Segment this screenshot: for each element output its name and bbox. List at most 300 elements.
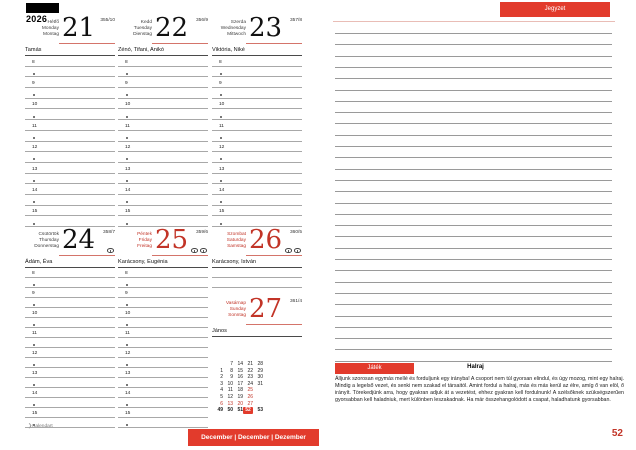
hour-label: 9 [125,291,128,296]
hour-line [212,142,302,153]
hour-label: 8 [219,59,222,65]
note-line [335,78,612,79]
day-icons [107,248,114,253]
weekday-names [212,20,246,38]
hour-label: 9 [32,81,35,87]
left-page [18,0,320,450]
hour-label: 11 [32,123,37,129]
hour-label: 11 [125,331,130,336]
weekday-en: Wednesday [220,25,246,31]
half-hour-mark [126,73,128,75]
hour-line [118,99,208,110]
calendar-day: 22 [247,367,253,374]
half-hour-line [118,131,208,142]
calendar-day: 27 [247,400,253,407]
hour-line [212,120,302,131]
day-icons [191,248,207,253]
half-hour-line [118,418,208,428]
header-rule [246,255,302,257]
half-hour-line [118,88,208,99]
note-line [335,270,612,271]
calendar-day: 16 [237,374,243,381]
half-hour-line [118,398,208,408]
half-hour-mark [126,158,128,160]
half-hour-mark [33,94,35,96]
hour-label: 15 [125,411,131,416]
day-of-year: 355/10 [100,18,115,23]
hour-line [25,142,115,153]
note-line [335,169,612,170]
calendar-day: 14 [237,361,243,367]
calendar-day: 30 [257,374,263,381]
hour-line [25,163,115,174]
note-line [335,259,612,260]
hour-label: 8 [32,271,35,276]
half-hour-line [25,88,115,99]
calendar-day: 29 [257,367,263,374]
weekday-names [212,301,246,319]
note-line [335,146,612,147]
calendar-day [213,361,223,368]
note-line [335,203,612,204]
header-rule [59,255,115,257]
calendar-day: 2 [220,374,223,381]
calendar-row [213,394,269,401]
weekday-names [118,20,152,38]
note-line [335,236,612,237]
hour-label: 12 [32,145,38,151]
hour-line [25,308,115,318]
calendar-day: 24 [247,380,253,387]
day-marker-icon [191,248,198,253]
half-hour-line [25,398,115,408]
weekday-de: Samstag [227,243,246,249]
hour-line [118,77,208,88]
calendar-day: 1 [220,367,223,374]
weekday-hu: Hétfő [47,20,59,25]
half-hour-line [25,152,115,163]
half-hour-mark [126,94,128,96]
half-hour-line [25,109,115,120]
week-number: 51 [237,407,243,414]
hour-line [25,288,115,298]
day-number: 24 [62,225,96,255]
day-column-thursday-24 [25,225,115,428]
weekday-en: Thursday [39,237,59,243]
half-hour-mark [220,223,222,225]
half-hour-line [212,195,302,206]
notes-top-rule [333,21,615,22]
hour-line [118,408,208,418]
day-marker-icon [200,248,207,253]
hour-label: 13 [125,371,131,376]
hour-grid [25,268,115,428]
day-number: 27 [249,294,283,324]
half-hour-line [25,338,115,348]
hour-line [118,328,208,338]
note-line [335,214,612,215]
hour-line [212,99,302,110]
half-hour-line [212,131,302,142]
calendar-row [213,368,269,375]
hour-label: 13 [125,166,131,172]
note-line [335,67,612,68]
half-hour-mark [126,284,128,286]
weekday-hu: Szombat [227,232,246,237]
note-line [335,112,612,113]
note-line [335,225,612,226]
calendar-row [213,381,269,388]
half-hour-mark [220,73,222,75]
note-line [335,248,612,249]
mini-calendar [213,361,269,414]
day-of-year: 360/5 [289,230,302,235]
hour-line [118,308,208,318]
weekday-en: Saturday [226,237,246,243]
calendar-day: 18 [237,387,243,394]
day-column-monday-21 [25,13,115,227]
weekday-en: Monday [41,25,59,31]
half-hour-mark [33,223,35,225]
weekday-en: Friday [138,237,152,243]
hour-label: 15 [125,209,131,215]
half-hour-mark [33,364,35,366]
half-hour-mark [126,404,128,406]
half-hour-mark [33,324,35,326]
half-hour-mark [33,284,35,286]
note-line [335,44,612,45]
half-hour-line [25,174,115,185]
note-line [335,33,612,34]
day-number: 22 [155,13,189,43]
calendar-day: 19 [237,393,243,400]
note-line [335,123,612,124]
calendar-day: 17 [237,380,243,387]
hour-grid [25,56,115,227]
note-line [335,56,612,57]
game-title: Halraj [467,364,484,370]
half-hour-mark [126,180,128,182]
calendar-day: 31 [257,380,263,387]
half-hour-mark [220,94,222,96]
half-hour-line [25,195,115,206]
weekday-de: Donnerstag [34,243,59,249]
hour-line [25,368,115,378]
calendar-day: 13 [227,400,233,407]
note-line [335,338,612,339]
weekday-hu: Vasárnap [225,301,246,306]
day-of-year: 361/4 [289,299,302,304]
half-hour-line [25,278,115,288]
header-rule [152,255,208,257]
calendar-day: 26 [247,393,253,400]
note-line [335,293,612,294]
note-line [335,180,612,181]
half-hour-mark [126,201,128,203]
weekday-names [212,232,246,250]
publisher-logo [28,423,53,429]
hour-line [25,77,115,88]
header-rule [246,324,302,326]
name-day: Tamás [25,44,115,56]
day-of-year: 358/7 [102,230,115,235]
hour-label: 9 [219,81,222,87]
hour-line [25,99,115,110]
calendar-day: 20 [237,400,243,407]
half-hour-line [118,67,208,78]
day-marker-icon [285,248,292,253]
name-day: Karácsony, Eugénia [118,256,208,268]
half-hour-mark [220,201,222,203]
weekday-names [118,232,152,250]
weekday-names [25,20,59,38]
half-hour-mark [126,223,128,225]
weekday-de: Montag [43,31,59,37]
half-hour-mark [33,180,35,182]
logo-icon: ❯ [28,423,33,429]
half-hour-mark [220,137,222,139]
weekday-de: Sonntag [228,312,246,318]
weekday-de: Mittwoch [227,31,246,37]
calendar-day [253,387,263,394]
hour-line [25,268,115,278]
day-icons [285,248,301,253]
day-of-year: 357/8 [289,18,302,23]
half-hour-line [118,152,208,163]
hour-label: 13 [32,371,38,376]
hour-line [25,184,115,195]
half-hour-line [118,195,208,206]
note-line [335,191,612,192]
day-column-tuesday-22 [118,13,208,227]
hour-label: 13 [32,166,38,172]
hour-line [118,348,208,358]
half-hour-mark [33,137,35,139]
note-line [335,90,612,91]
week-number: 50 [227,407,233,414]
logo-text: Kalendart [32,424,53,429]
calendar-day: 10 [227,380,233,387]
hour-label: 14 [125,391,131,396]
note-line [335,135,612,136]
hour-line [25,56,115,67]
half-hour-line [212,152,302,163]
week-number: 53 [257,407,263,414]
weekday-de: Freitag [137,243,152,249]
hour-label: 14 [32,391,38,396]
half-hour-mark [126,137,128,139]
note-line [335,316,612,317]
week-number: 49 [217,407,223,414]
day-number: 25 [155,225,189,255]
half-hour-mark [126,344,128,346]
half-hour-mark [126,116,128,118]
hour-line [118,184,208,195]
calendar-row [213,401,269,408]
hour-line [118,56,208,67]
hour-line [118,142,208,153]
game-tag: Játék [335,363,414,374]
half-hour-mark [33,344,35,346]
hour-label: 11 [32,331,37,336]
calendar-day: 3 [220,380,223,387]
half-hour-line [118,358,208,368]
hour-grid [118,56,208,227]
hour-line [118,163,208,174]
hour-label: 8 [125,59,128,65]
hour-line [25,408,115,418]
weekday-names [25,232,59,250]
hour-label: 14 [219,187,225,193]
hour-line [25,388,115,398]
calendar-day: 5 [220,393,223,400]
day-of-year: 356/9 [195,18,208,23]
name-day: Ádám, Éva [25,256,115,268]
half-hour-mark [220,116,222,118]
hour-line [118,388,208,398]
weekday-hu: Csütörtök [38,232,59,237]
notes-page [325,0,626,450]
half-hour-line [212,174,302,185]
half-hour-line [25,378,115,388]
hour-line [212,77,302,88]
half-hour-line [118,298,208,308]
header-rule [246,43,302,45]
note-line [335,282,612,283]
year-tab [26,3,59,13]
half-hour-mark [33,73,35,75]
calendar-day: 6 [220,400,223,407]
weekday-en: Tuesday [133,25,152,31]
game-text: Álljunk szorosan egymás mellé és forduljunk egy irányba! A csoport nem túl gyorsan elindul, és úgy mozog, mint egy halraj. Mindig a legelső vezet, és senki nem szakad el társaitól. Amint fordul a halraj, más és más kerül az élre, amíg ő van elöl, ő irányít. Törekedjünk arra, hogy gyakran adjuk át a vezetést, ehhez gyakran kell fordulnunk! A szélsőknek szükségszerűen gyorsabban kell haladniuk, mert különben leszakadnak. Ha már összehangolódott a csapat, haladhatunk gyorsabban. [335,376,624,403]
hour-line [25,120,115,131]
hour-label: 12 [32,351,38,356]
sunday-block [212,294,302,414]
hour-label: 8 [125,271,128,276]
calendar-day: 11 [227,387,233,394]
day-number: 26 [249,225,283,255]
hour-line [118,120,208,131]
hour-label: 15 [219,209,225,215]
hour-line [212,163,302,174]
day-column-wednesday-23 [212,13,302,227]
half-hour-line [118,109,208,120]
calendar-day: 21 [247,361,253,367]
hour-line [212,56,302,67]
half-hour-line [212,109,302,120]
calendar-row [213,387,269,394]
day-number: 21 [62,13,96,43]
weekday-de: Dienstag [133,31,152,37]
page-number: 52 [611,428,623,439]
hour-line [25,348,115,358]
half-hour-line [212,88,302,99]
calendar-day: 15 [237,367,243,374]
hour-line [118,268,208,278]
weekday-hu: Szerda [230,20,246,25]
weekday-hu: Péntek [137,232,152,237]
hour-label: 14 [32,187,38,193]
hour-line [118,206,208,217]
calendar-row [213,374,269,381]
hour-line [25,328,115,338]
half-hour-line [25,318,115,328]
calendar-day: 8 [230,367,233,374]
hour-line [25,206,115,217]
calendar-day: 9 [230,374,233,381]
current-week-number: 52 [243,407,253,414]
calendar-day: 25 [247,387,253,394]
calendar-day: 7 [230,361,233,367]
note-line [335,349,612,350]
half-hour-line [25,358,115,368]
calendar-day [253,401,263,408]
day-column-saturday-26 [212,225,302,414]
day-number: 23 [249,13,283,43]
header-rule [152,43,208,45]
half-hour-line [25,67,115,78]
half-hour-line [118,338,208,348]
day-of-year: 359/6 [195,230,208,235]
half-hour-line [118,174,208,185]
half-hour-mark [33,404,35,406]
hour-label: 9 [125,81,128,87]
hour-label: 11 [219,123,224,129]
notes-tab: Jegyzet [500,2,610,17]
half-hour-mark [126,424,128,426]
name-day: János [212,325,302,337]
year-label: 2026 [26,14,48,24]
name-day: Viktória, Niké [212,44,302,56]
name-day: Zénó, Tifani, Anikó [118,44,208,56]
hour-label: 15 [32,209,38,215]
half-hour-line [25,131,115,142]
half-hour-mark [126,324,128,326]
week-number-row [213,407,269,414]
half-hour-mark [33,116,35,118]
hour-label: 10 [125,102,131,108]
hour-grid [118,268,208,428]
hour-label: 14 [125,187,131,193]
name-day: Karácsony, István [212,256,302,268]
calendar-day: 4 [220,387,223,394]
hour-label: 10 [219,102,225,108]
half-hour-mark [33,304,35,306]
half-hour-mark [126,364,128,366]
hour-label: 10 [32,102,38,108]
hour-label: 12 [219,145,225,151]
half-hour-mark [220,180,222,182]
calendar-day [253,394,263,401]
note-line [335,304,612,305]
hour-label: 12 [125,145,131,151]
weekday-hu: Kedd [140,20,152,25]
hour-label: 9 [32,291,35,296]
month-banner: December | December | Dezember [188,429,319,446]
calendar-row [213,361,269,368]
half-hour-mark [33,158,35,160]
half-hour-line [25,298,115,308]
half-hour-line [118,318,208,328]
hour-label: 8 [32,59,35,65]
half-hour-mark [33,201,35,203]
calendar-day: 23 [247,374,253,381]
hour-grid [212,56,302,227]
half-hour-mark [220,158,222,160]
note-line [335,101,612,102]
hour-line [118,368,208,378]
note-line [335,157,612,158]
